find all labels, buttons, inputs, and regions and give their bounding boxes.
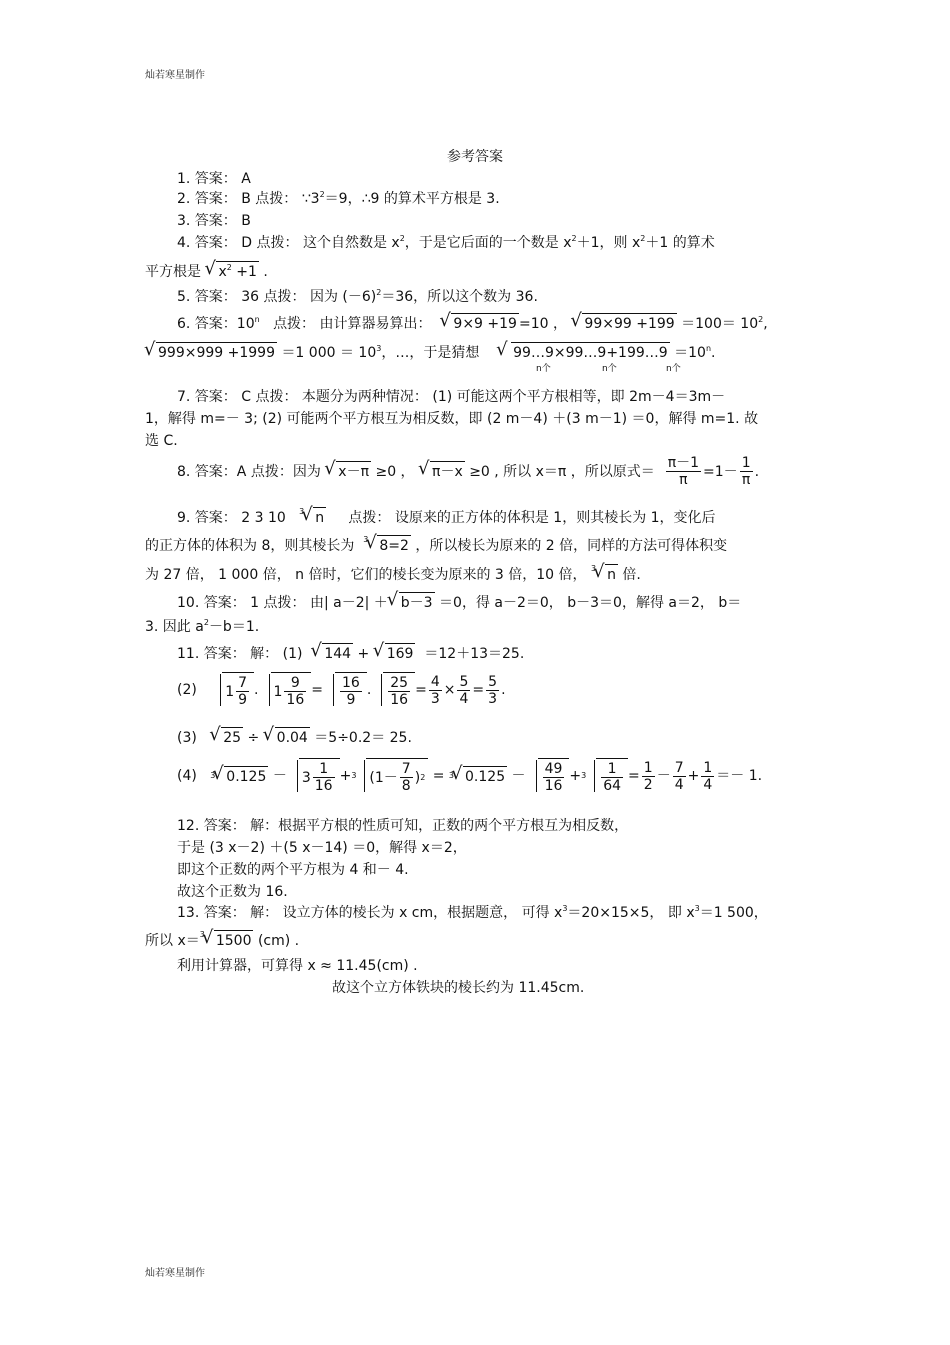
answer-12-cont3: 故这个正数为 16. xyxy=(177,884,288,900)
answer-9-cont2: 为 27 倍， 1 000 倍， n 倍时，它们的棱长变为原来的 3 倍，10 倍， $^3$√ n 倍. xyxy=(145,564,641,586)
answer-2: 2. 答案： B 点拨： $\because 3^2=9$，∴9 的算术平方根是 3. xyxy=(177,190,500,207)
answer-11-part2: (2) 1 7 9 . 1 9 16 = 16 9 . 25 16 = 4 3 × 5 4 = 5 3 . xyxy=(177,673,506,708)
sqrt-x2-plus-1: √ $x^2 +1$ xyxy=(205,261,258,282)
answer-4-cont: 平方根是 √ $x^2 +1$ . xyxy=(145,261,268,283)
answer-6: 6. 答案：10$^n$ 点拨： 由计算器易算出： √ 9×9 +19 =10 ， √ $99\times 99 +199 =100= 10^2$, xyxy=(177,313,768,335)
answer-3: 3. 答案： B xyxy=(177,213,251,229)
page-footer: 灿若寒星制作 xyxy=(145,1268,205,1279)
sqrt-conjecture: √ 99…9×99…9+199…9 xyxy=(497,342,670,363)
answer-10-cont: 3. 因此 $a^2-b=1$. xyxy=(145,618,260,635)
n-digit-label-3: n个 xyxy=(666,364,681,374)
answer-13-cont2: 利用计算器，可算得 x ≈ 11.45(cm) . xyxy=(177,958,418,974)
answer-9-cont: 的正方体的体积为 8，则其棱长为 $^3$√ 8=2 ，所以棱长为原来的 2 倍，同样的方法可得体积变 xyxy=(145,535,727,557)
answer-13-conclusion: 故这个立方体铁块的棱长约为 11.45cm. xyxy=(332,980,585,996)
n-digit-label-2: n个 xyxy=(602,364,617,374)
page-title: 参考答案 xyxy=(447,149,503,165)
n-digit-label-1: n个 xyxy=(536,364,551,374)
answer-13: 13. 答案： 解： 设立方体的棱长为 x cm，根据题意， 可得 $x^3=20\times 15\times 5$， 即 $x^3=1$ 500， xyxy=(177,904,768,921)
answer-7-cont: 1，解得 m=－ 3; (2) 可能两个平方根互为相反数，即 (2 m－4) ＋(3 m－1) ＝0，解得 m=1. 故 xyxy=(145,411,759,427)
answer-12-cont2: 即这个正数的两个平方根为 4 和－ 4. xyxy=(177,862,409,878)
answer-4: 4. 答案： D 点拨： 这个自然数是 $x^2$，于是它后面的一个数是 $x^2+1$，则 $x^2+1$ 的算术 xyxy=(177,234,715,251)
answer-11: 11. 答案： 解： (1) √ 144 + √ 169 ＝12＋13＝25. xyxy=(177,643,524,665)
answer-13-cont: 所以 x＝$^3$√ 1500 (cm) . xyxy=(145,930,299,952)
answer-7: 7. 答案： C 点拨： 本题分为两种情况： (1) 可能这两个平方根相等，即 2m－4＝3m－ xyxy=(177,389,726,405)
answer-1: 1. 答案： A xyxy=(177,171,251,187)
answer-7-cont2: 选 C. xyxy=(145,433,178,449)
answer-11-part4: (4) 3 √ 0.125 － 3 1 16 + 3 (1－ 7 8 ) 2 = 3 √ 0.125 － 49 16 + 3 1 64 = 1 2 － 7 4 + 1 4 ＝－ 1. xyxy=(177,758,762,794)
answer-10: 10. 答案： 1 点拨： 由| a－2| ＋√ b－3 ＝0，得 a－2＝0， b－3＝0，解得 a＝2， b＝ xyxy=(177,592,741,614)
answer-6-cont: √ 999×999 +1999 ＝1 $000 = 10^3$，…，于是猜想 √ 99…9×99…9+199…9 $=10^n$. xyxy=(145,342,716,364)
answer-11-part3: (3) √ 25 ÷ √ 0.04 ＝5÷0.2＝ 25. xyxy=(177,727,412,749)
answer-8: 8. 答案：A 点拨：因为 √ x－π ≥0 ， √ π－x ≥0 , 所以 x＝π ，所以原式＝ $\frac{\pi-1}{\pi}$ =1－ 1 π . xyxy=(177,455,759,488)
answer-5: 5. 答案： 36 点拨： 因为 $(-6)^2=36$，所以这个数为 36. xyxy=(177,288,538,305)
answer-9: 9. 答案： 2 3 10 $^3$√ n 点拨： 设原来的正方体的体积是 1，则其棱长为 1，变化后 xyxy=(177,507,716,529)
page-header: 灿若寒星制作 xyxy=(145,70,205,81)
answer-12: 12. 答案： 解：根据平方根的性质可知，正数的两个平方根互为相反数， xyxy=(177,818,629,834)
answer-12-cont: 于是 (3 x－2) ＋(5 x－14) ＝0，解得 x＝2， xyxy=(177,840,467,856)
